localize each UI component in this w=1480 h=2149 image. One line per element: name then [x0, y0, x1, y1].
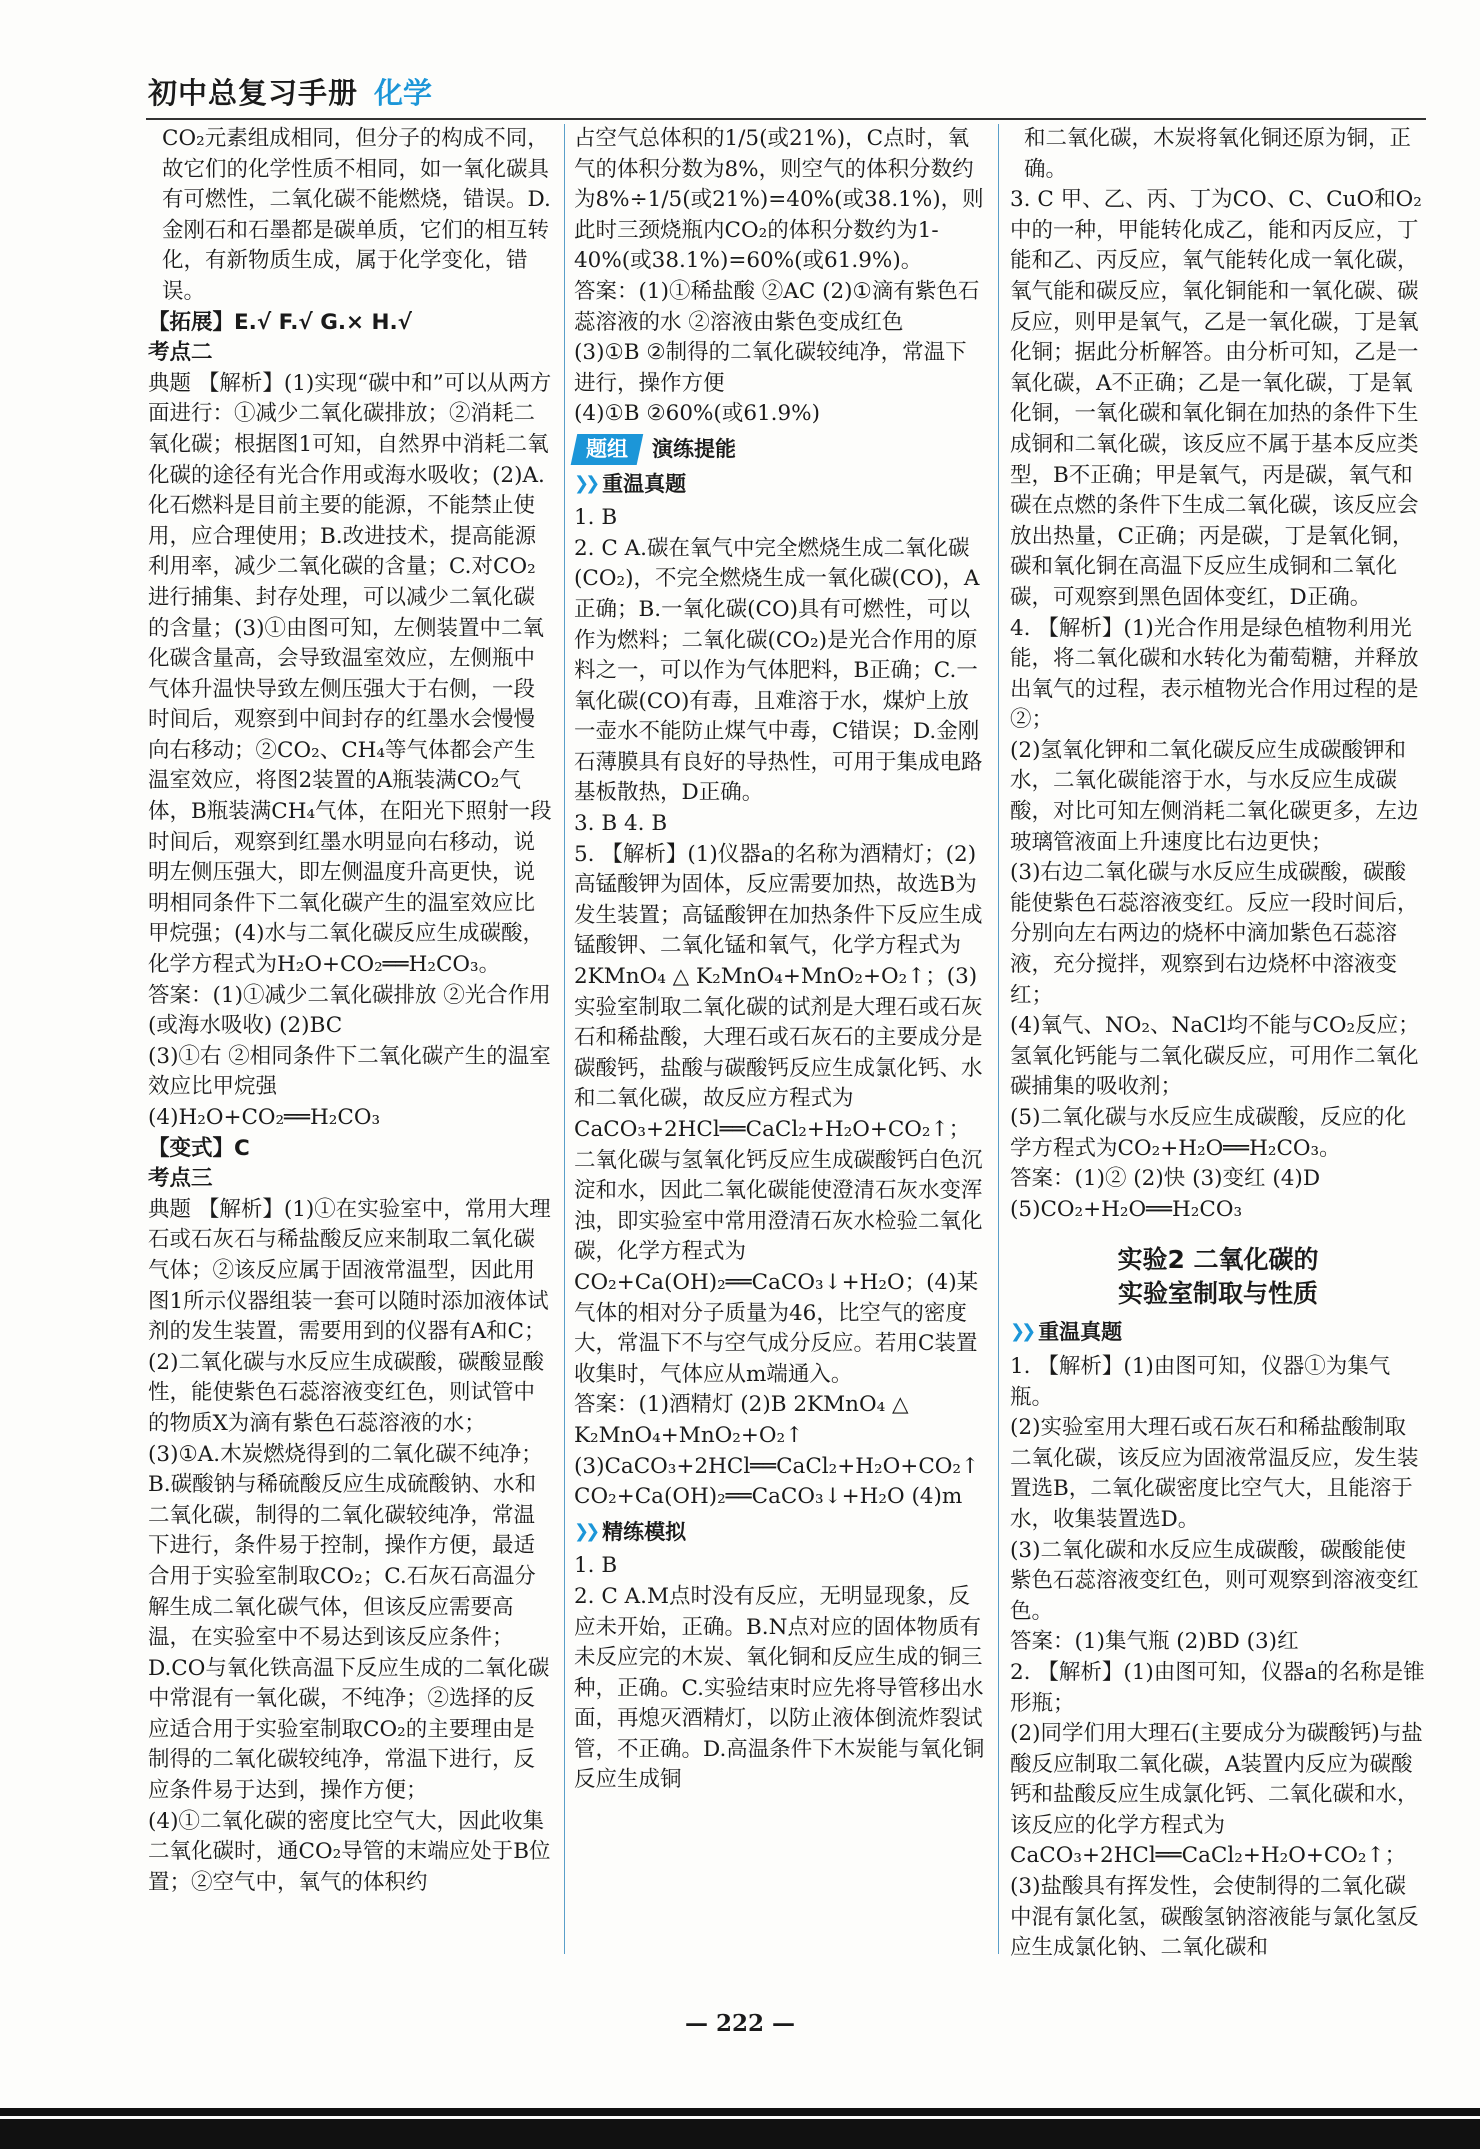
column-3 — [1010, 124, 1426, 1964]
answer-item: 1. 【解析】(1)由图可知，仪器①为集气瓶。 — [1010, 1353, 1391, 1410]
subject-label: 化学 — [374, 76, 433, 110]
column-divider — [564, 124, 565, 1954]
answer: (5)CO₂+H₂O══H₂CO₃ — [1010, 1196, 1243, 1222]
answer: (3)CaCO₃+2HCl══CaCl₂+H₂O+CO₂↑ CO₂+Ca(OH)₂══CaCO₃↓+H₂O (4)m — [574, 1453, 980, 1510]
answer-item: 4. 【解析】(1)光合作用是绿色植物利用光能，将二氧化碳和水转化为葡萄糖，并释放出氧气的过程，表示植物光合作用过程的是②； — [1010, 615, 1419, 733]
answer-item: 3. C 甲、乙、丙、丁为CO、C、CuO和O₂中的一种，甲能转化成乙，能和丙反应，丁能和乙、丙反应，氧气能转化成一氧化碳，氧气能和碳反应，氧化铜能和一氧化碳、碳反应，则甲是氧气，乙是一氧化碳，丁是氧化铜；据此分析解答。由分析可知，乙是一氧化碳，A不正确；乙是一氧化碳，丁是氧化铜，一氧化碳和氧化铜在加热的条件下生成铜和二氧化碳，该反应不属于基本反应类型，B不正确；甲是氧气，丙是碳，氧气和碳在点燃的条件下生成二氧化碳，该反应会放出热量，C正确；丙是碳，丁是氧化铜，碳和氧化铜在高温下反应生成铜和二氧化碳，可观察到黑色固体变红，D正确。 — [1010, 187, 1422, 610]
answer: 答案：(1)①减少二氧化碳排放 ②光合作用(或海水吸收) (2)BC — [148, 982, 551, 1039]
answer: (4)①B ②60%(或61.9%) — [574, 401, 821, 427]
double-chevron-icon: ❯❯ — [574, 472, 597, 494]
book-title: 初中总复习手册 — [148, 76, 359, 110]
answer: (3)①右 ②相同条件下二氧化碳产生的温室效应比甲烷强 — [148, 1043, 551, 1100]
section-heading: 考点三 — [148, 1166, 213, 1192]
page-number: — 222 — — [684, 2010, 796, 2037]
answer-item: 3. B 4. B — [574, 811, 668, 837]
paragraph: (3)右边二氧化碳与水反应生成碳酸，碳酸能使紫色石蕊溶液变红。反应一段时间后，分别向左右两边的烧杯中滴加紫色石蕊溶液，充分搅拌，观察到右边烧杯中溶液变红； — [1010, 860, 1419, 1008]
paragraph: 占空气总体积的1/5(或21%)，C点时，氧气的体积分数为8%，则空气的体积分数约为8%÷1/5(或21%)=40%(或38.1%)，则此时三颈烧瓶内CO₂的体积分数约为1-40%(或38.1%)=60%(或61.9%)。 — [574, 126, 984, 274]
paragraph: (2)二氧化碳与水反应生成碳酸，碳酸显酸性，能使紫色石蕊溶液变红色，则试管中的物质X为滴有紫色石蕊溶液的水； — [148, 1349, 544, 1436]
experiment-title — [1010, 1243, 1426, 1311]
subsection-title: 精练模拟 — [602, 1519, 687, 1544]
paragraph: (3)二氧化碳和水反应生成碳酸，碳酸能使紫色石蕊溶液变红色，则可观察到溶液变红色。 — [1010, 1537, 1419, 1624]
subsection-heading — [574, 1517, 986, 1548]
paragraph: (2)氢氧化钾和二氧化碳反应生成碳酸钾和水，二氧化碳能溶于水，与水反应生成碳酸，对比可知左侧消耗二氧化碳更多，左边玻璃管液面上升速度比右边更快； — [1010, 737, 1419, 855]
answer-item: 5. 【解析】(1)仪器a的名称为酒精灯；(2)高锰酸钾为固体，反应需要加热，故选B为发生装置；高锰酸钾在加热条件下反应生成锰酸钾、二氧化锰和氧气，化学方程式为2KMnO₄ △ K₂MnO₄+MnO₂+O₂↑；(3)实验室制取二氧化碳的试剂是大理石或石灰石和稀盐酸，大理石或石灰石的主要成分是碳酸钙，盐酸与碳酸钙反应生成氯化钙、水和二氧化碳，故反应方程式为CaCO₃+2HCl══CaCl₂+H₂O+CO₂↑；二氧化碳与氢氧化钙反应生成碳酸钙白色沉淀和水，因此二氧化碳能使澄清石灰水变浑浊，即实验室中常用澄清石灰水检验二氧化碳，化学方程式为CO₂+Ca(OH)₂══CaCO₃↓+H₂O；(4)某气体的相对分子质量为46，比空气的密度大，常温下不与空气成分反应。若用C装置收集时，气体应从m端通入。 — [574, 841, 983, 1387]
paragraph: (4)氧气、NO₂、NaCl均不能与CO₂反应；氢氧化钙能与二氧化碳反应，可用作二氧化碳捕集的吸收剂； — [1010, 1013, 1420, 1100]
page-header — [148, 60, 432, 112]
group-tag: 题组 — [571, 434, 644, 465]
paragraph: (4)①二氧化碳的密度比空气大，因此收集二氧化碳时，通CO₂导管的末端应处于B位置；②空气中，氧气的体积约 — [148, 1808, 551, 1895]
subsection-title: 重温真题 — [1038, 1320, 1123, 1345]
paragraph: (3)①A.木炭燃烧得到的二氧化碳不纯净；B.碳酸钠与稀硫酸反应生成硫酸钠、水和二氧化碳，制得的二氧化碳较纯净，常温下进行，条件易于控制，操作方便，最适合用于实验室制取CO₂；C.石灰石高温分解生成二氧化碳气体，但该反应需要高温，在实验室中不易达到该反应条件；D.CO与氧化铁高温下反应生成的二氧化碳中常混有一氧化碳，不纯净；②选择的反应适合用于实验室制取CO₂的主要理由是制得的二氧化碳较纯净，常温下进行，反应条件易于达到，操作方便； — [148, 1441, 550, 1804]
answer-item: 1. B — [574, 1553, 618, 1579]
bottom-bar — [0, 2108, 1480, 2149]
paragraph: (5)二氧化碳与水反应生成碳酸，反应的化学方程式为CO₂+H₂O══H₂CO₃。 — [1010, 1105, 1406, 1161]
paragraph: 【拓展】E.√ F.√ G.× H.√ — [148, 309, 413, 335]
experiment-title-line: 实验室制取与性质 — [1117, 1279, 1318, 1309]
paragraph: (3)盐酸具有挥发性，会使制得的二氧化碳中混有氯化氢，碳酸氢钠溶液能与氯化氢反应生成氯化钠、二氧化碳和 — [1010, 1874, 1419, 1961]
paragraph: 典题 【解析】(1)实现“碳中和”可以从两方面进行：①减少二氧化碳排放；②消耗二氧化碳；根据图1可知，自然界中消耗二氧化碳的途径有光合作用或海水吸收；(2)A.化石燃料是目前主要的能源，不能禁止使用，应合理使用；B.改进技术，提高能源利用率，减少二氧化碳的含量；C.对CO₂进行捕集、封存处理，可以减少二氧化碳的含量；(3)①由图可知，左侧装置中二氧化碳含量高，会导致温室效应，左侧瓶中气体升温快导致左侧压强大于右侧，一段时间后，观察到中间封存的红墨水会慢慢向右移动；②CO₂、CH₄等气体都会产生温室效应，将图2装置的A瓶装满CO₂气体，B瓶装满CH₄气体，在阳光下照射一段时间后，观察到红墨水明显向右移动，说明左侧压强大，即左侧温度升高更快，说明相同条件下二氧化碳产生的温室效应比甲烷强；(4)水与二氧化碳反应生成碳酸，化学方程式为H₂O+CO₂══H₂CO₃。 — [148, 370, 552, 978]
answer-item: 1. B — [574, 505, 618, 531]
group-heading — [574, 434, 986, 465]
column-2 — [574, 124, 986, 1796]
answer: 答案：(1)酒精灯 (2)B 2KMnO₄ △ K₂MnO₄+MnO₂+O₂↑ — [574, 1392, 909, 1448]
answer: 答案：(1)集气瓶 (2)BD (3)红 — [1010, 1629, 1299, 1655]
answer-item: 2. 【解析】(1)由图可知，仪器a的名称是锥形瓶； — [1010, 1659, 1425, 1716]
subsection-heading — [1010, 1317, 1426, 1348]
group-title: 演练提能 — [652, 436, 736, 461]
column-1 — [148, 124, 556, 1898]
answer: (4)H₂O+CO₂══H₂CO₃ — [148, 1105, 381, 1130]
paragraph: 【变式】C — [148, 1135, 250, 1161]
bottom-bar-gap — [0, 2116, 1480, 2119]
answer-item: 2. C A.M点时没有反应，无明显现象，反应未开始，正确。B.N点对应的固体物质有未反应完的木炭、氧化铜和反应生成的铜三种，正确。C.实验结束时应先将导管移出水面，再熄灭酒精灯，以防止液体倒流炸裂试管，不正确。D.高温条件下木炭能与氧化铜反应生成铜 — [574, 1583, 985, 1793]
experiment-title-line: 实验2 二氧化碳的 — [1117, 1245, 1319, 1275]
header-rule — [146, 118, 1426, 120]
double-chevron-icon: ❯❯ — [574, 1520, 597, 1542]
paragraph: 和二氧化碳，木炭将氧化铜还原为铜，正确。 — [1024, 126, 1412, 182]
column-divider — [998, 124, 999, 1954]
paragraph: (2)实验室用大理石或石灰石和稀盐酸制取二氧化碳，该反应为固液常温反应，发生装置选B，二氧化碳密度比空气大，且能溶于水，收集装置选D。 — [1010, 1415, 1419, 1532]
answer-item: 2. C A.碳在氧气中完全燃烧生成二氧化碳(CO₂)，不完全燃烧生成一氧化碳(CO)，A正确；B.一氧化碳(CO)具有可燃性，可以作为燃料；二氧化碳(CO₂)是光合作用的原料之一，可以作为气体肥料，B正确；C.一氧化碳(CO)有毒，且难溶于水，煤炉上放一壶水不能防止煤气中毒，C错误；D.金刚石薄膜具有良好的导热性，可用于集成电路基板散热，D正确。 — [574, 535, 983, 806]
subsection-heading — [574, 469, 986, 500]
paragraph: CO₂元素组成相同，但分子的构成不同，故它们的化学性质不相同，如一氧化碳具有可燃性，二氧化碳不能燃烧，错误。D.金刚石和石墨都是碳单质，它们的相互转化，有新物质生成，属于化学变化，错误。 — [162, 126, 551, 304]
section-heading: 考点二 — [148, 340, 213, 366]
answer: 答案：(1)② (2)快 (3)变红 (4)D — [1010, 1166, 1321, 1192]
double-chevron-icon: ❯❯ — [1010, 1321, 1033, 1343]
answer: (3)①B ②制得的二氧化碳较纯净，常温下进行，操作方便 — [574, 340, 967, 396]
paragraph: 典题 【解析】(1)①在实验室中，常用大理石或石灰石与稀盐酸反应来制取二氧化碳气体；②该反应属于固液常温型，因此用图1所示仪器组装一套可以随时添加液体试剂的发生装置，需要用到的仪器有A和C； — [148, 1196, 551, 1345]
subsection-title: 重温真题 — [602, 471, 687, 496]
paragraph: (2)同学们用大理石(主要成分为碳酸钙)与盐酸反应制取二氧化碳，A装置内反应为碳酸钙和盐酸反应生成氯化钙、二氧化碳和水，该反应的化学方程式为CaCO₃+2HCl══CaCl₂+H₂O+CO₂↑； — [1010, 1721, 1423, 1869]
answer: 答案：(1)①稀盐酸 ②AC (2)①滴有紫色石蕊溶液的水 ②溶液由紫色变成红色 — [574, 278, 980, 335]
